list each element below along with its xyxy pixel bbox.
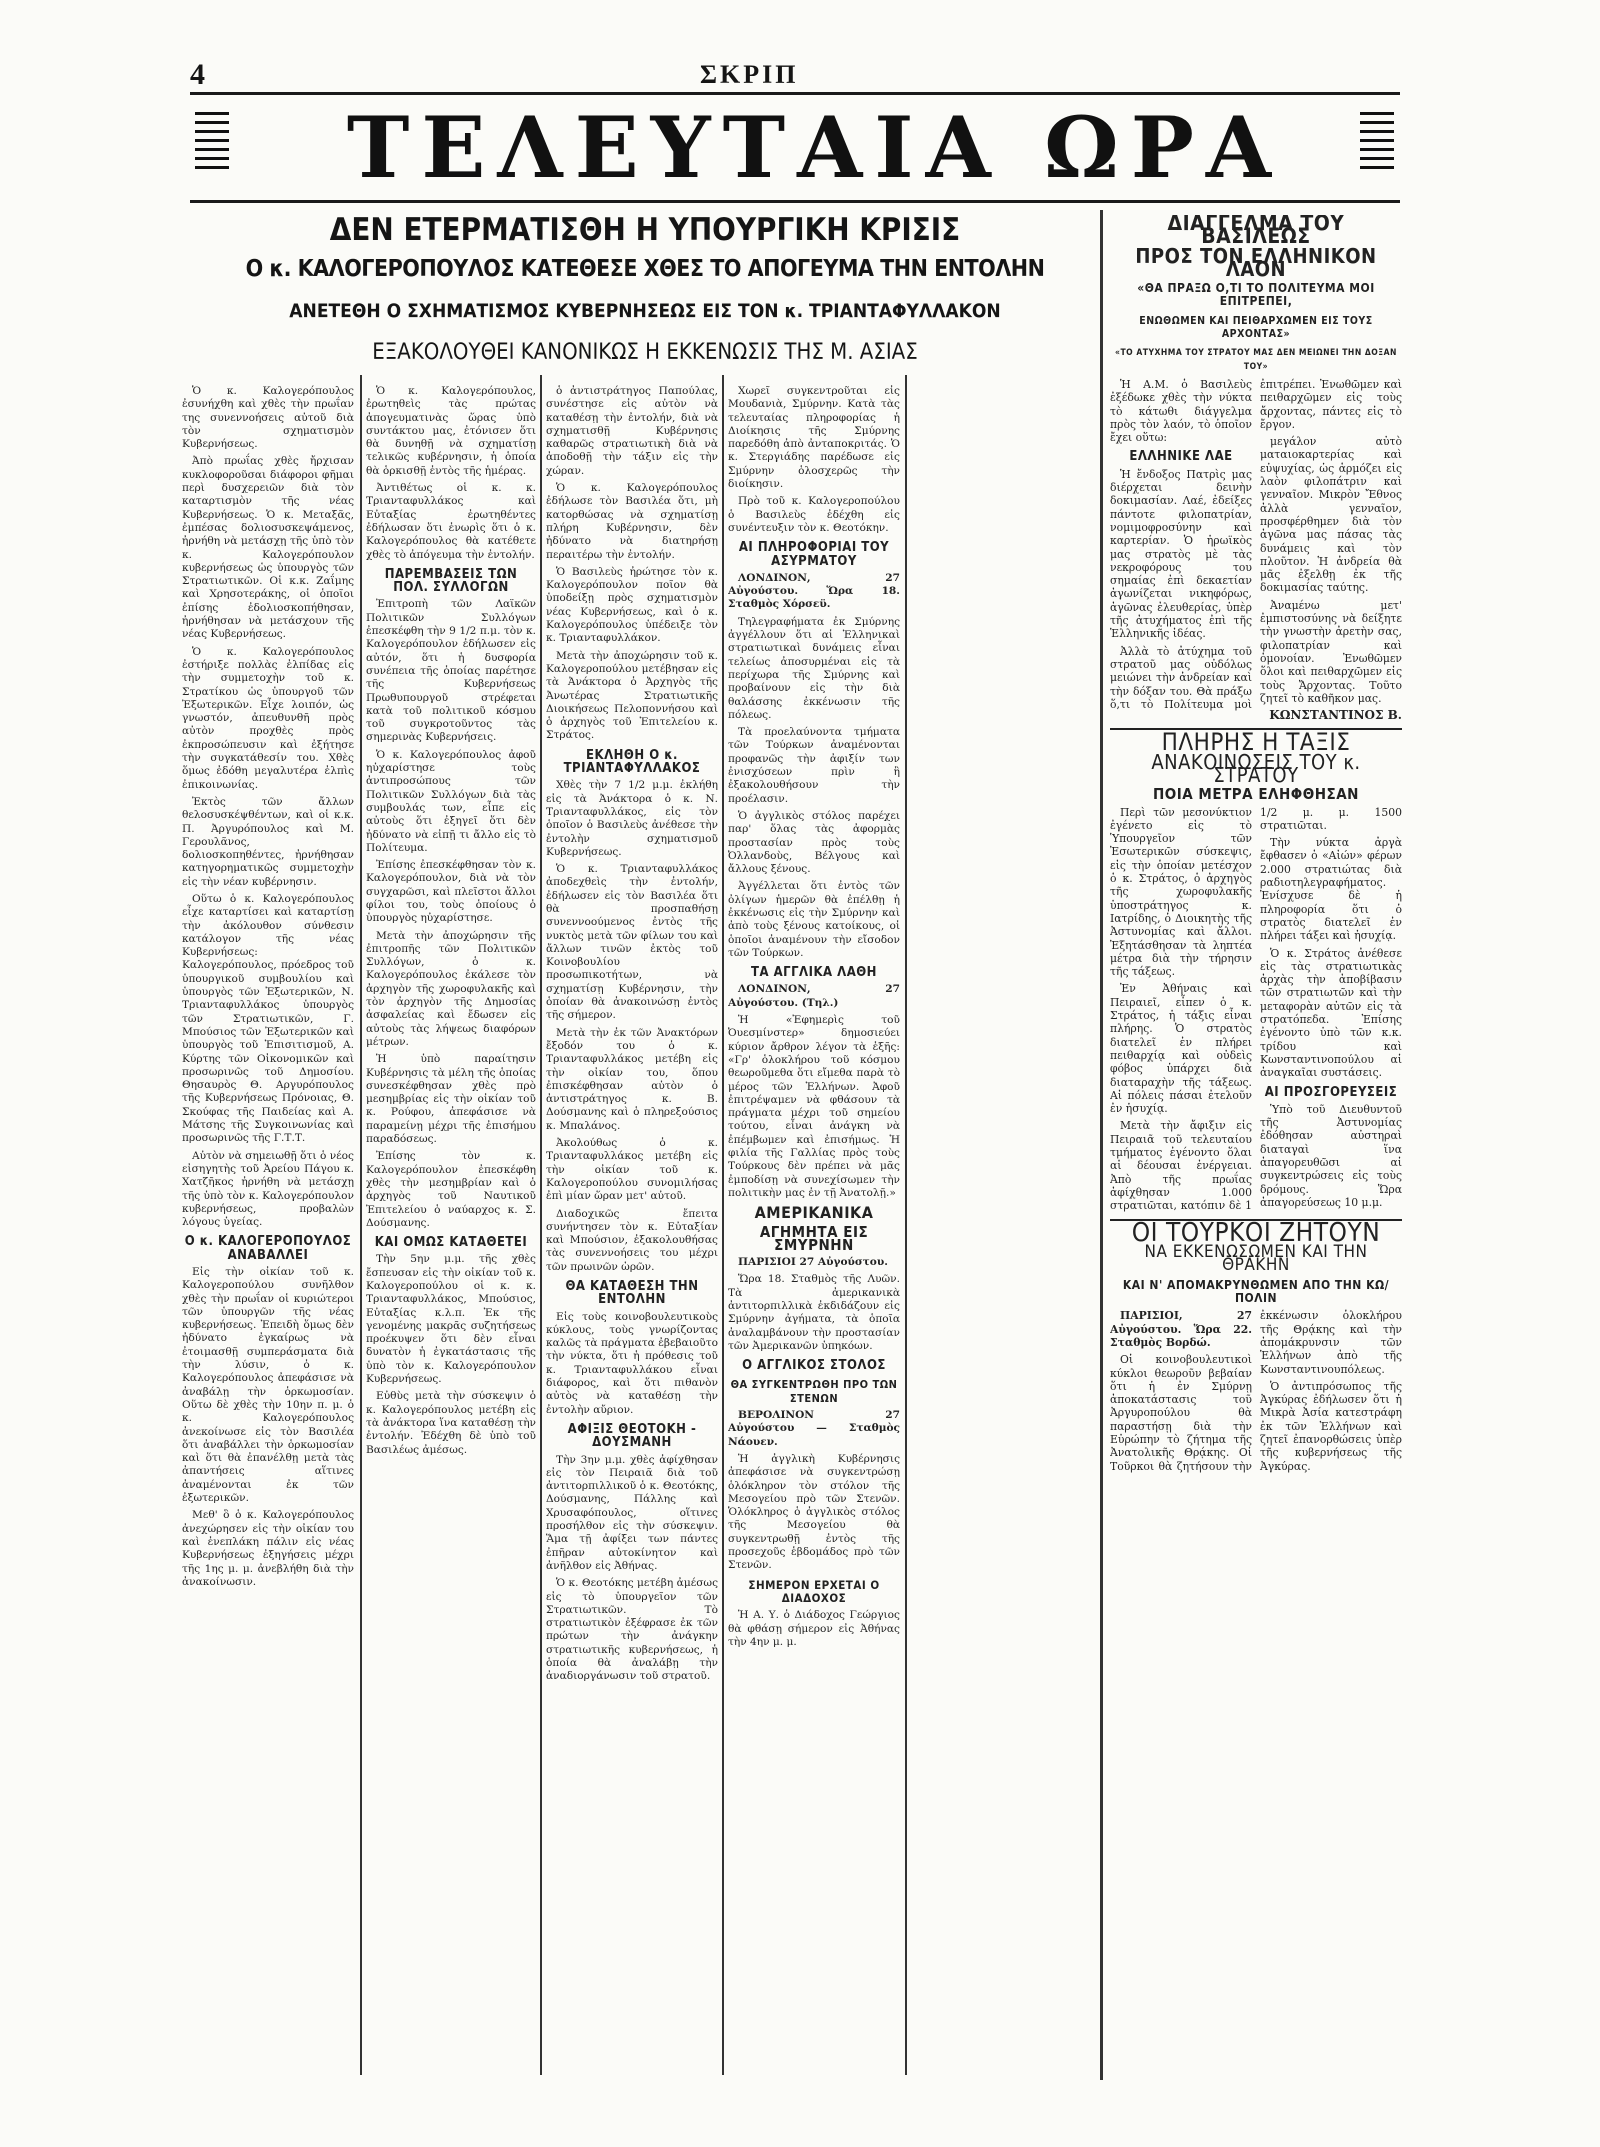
section-subhead: ΑΙ ΠΡΟΣΓΟΡΕΥΣΕΙΣ [1264,1084,1398,1100]
masthead-bottom-rule [190,200,1400,203]
section-subhead: ΠΑΡΕΜΒΑΣΕΙΣ ΤΩΝ ΠΟΛ. ΣΥΛΛΟΓΩΝ [384,566,518,596]
column-rule [360,375,362,2075]
section-subhead: ΑΜΕΡΙΚΑΝΙΚΑ [754,1203,874,1223]
dateline: ΛΟΝΔΙΝΟΝ, 27 Αὐγούστου. (Τηλ.) [728,983,900,1009]
section-subhead: «ΤΟ ΑΤΥΧΗΜΑ ΤΟΥ ΣΤΡΑΤΟΥ ΜΑΣ ΔΕΝ ΜΕΙΩΝΕΙ ΤΗΝ ΔΟΞΑΝ ΤΟΥ» [1115,348,1397,372]
section-subhead: ΕΚΛΗΘΗ Ο κ. ΤΡΙΑΝΤΑΦΥΛΛΑΚΟΣ [563,747,701,777]
article-paragraph: Ἐν Ἀθήναις καὶ Πειραιεῖ, εἶπεν ὁ κ. Στράτος, ἡ τάξις εἶναι πλήρης. Ὁ στρατὸς διατελεῖ ἐν πλήρει πειθαρχίᾳ καὶ οὐδεὶς φόβος ὑπάρχει διὰ διαταραχὴν τῆς τάξεως. Αἱ πόλεις πάσαι ἐτελοῦν ἐν ἡσυχίᾳ. [1110,982,1252,1116]
article-paragraph: Εἰς τὴν οἰκίαν τοῦ κ. Καλογεροπούλου συνῆλθον χθὲς τὴν πρωΐαν οἱ κυριώτεροι τῶν ὑπουργῶν τῆς νέας κυβερνήσεως. Ἐπειδὴ ὅμως δὲν ἠδύνατο ἐγκαίρως νὰ ἐτοιμασθῇ συμπεράσματα διὰ τὴν λύσιν, ὁ κ. Καλογερόπουλος ἀπεφάσισε νὰ ἀναβάλῃ τὴν ὁρκωμοσίαν. Οὕτω δὲ χθὲς τὴν 10ην π. μ. ὁ κ. Καλογερόπουλος ἀνεκοίνωσε εἰς τὸν Βασιλέα ὅτι ἀναβάλλει τὴν ὁρκωμοσίαν καὶ ὅτι θὰ ἐπανέλθῃ μετὰ τὰς ἀπαντήσεις αἵτινες ἀναμένονται ἐκ τῶν ἐξωτερικῶν. [182,1266,354,1505]
column-rule [1100,210,1103,2080]
section-subhead: Ο ΑΓΓΛΙΚΟΣ ΣΤΟΛΟΣ [742,1358,886,1374]
article-paragraph: Ἐπίσης ἐπεσκέφθησαν τὸν κ. Καλογερόπουλον, διὰ νὰ τὸν συγχαρῶσι, καὶ πλεῖστοι ἄλλοι φίλοι του, τοὺς ὁποίους ὁ ὑπουργὸς ηὐχαρίστησε. [366,859,536,925]
article-paragraph: Τὴν 5ην μ.μ. τῆς χθὲς ἔσπευσαν εἰς τὴν οἰκίαν τοῦ κ. Καλογεροπούλου οἱ κ. κ. Τριανταφυλλάκος, Μπούσιος, Εὐταξίας κ.λ.π. Ἐκ τῆς γενομένης μακρᾶς συζητήσεως προέκυψεν ὅτι δὲν εἶναι δυνατὸν ἡ ἐγκατάστασις τῆς ὑπὸ τὸν κ. Καλογερόπουλον Κυβερνήσεως. [366,1253,536,1386]
article-paragraph: Ἡ «Ἐφημερὶς τοῦ Ὀυεσμίνστερ» δημοσιεύει κύριον ἄρθρον λέγον τὰ ἑξῆς: «Γρ' ὁλοκλήρου τοῦ κόσμου θεωροῦμεθα ὅτι εἴμεθα παρὰ τὸ μέρος τῶν Ἑλλήνων. Ἀφοῦ ἐπιτρέψαμεν νὰ φθάσουν τὰ πράγματα μέχρι τοῦ σημείου τούτου, εἶναι ἀνάγκη νὰ ἐπέμβωμεν καὶ ἐπισήμως. Ἡ φιλία τῆς Γαλλίας πρὸς τοὺς Τούρκους δὲν πρέπει νὰ μᾶς ἐμποδίσῃ νὰ συνεχίσωμεν τὴν πολιτικὴν μας ἐν τῇ Ἀνατολῇ.» [728,1014,900,1199]
article-paragraph: Χωρεῖ συγκεντροῦται εἰς Μουδανιὰ, Σμύρνην. Κατὰ τὰς τελευταίας πληροφορίας ἡ Διοίκησις τῆς Σμύρνης παρεδόθη ἀπὸ ἀνταποκριτάς. Ὁ κ. Στεργιάδης παρέδωσε εἰς Σμύρνην ὁλοσχερῶς τὴν διοίκησιν. [728,385,900,491]
article-paragraph: Ὁ ἀντιπρόσωπος τῆς Ἀγκύρας ἐδήλωσεν ὅτι ἡ Μικρὰ Ἀσία κατεστράφη ἐκ τῶν Ἑλλήνων καὶ ζητεῖ ἐπανορθώσεις ὑπὲρ τῆς κυβερνήσεως τῆς Ἀγκύρας. [1260,1379,1402,1473]
article-paragraph: Ὁ ἀγγλικὸς στόλος παρέχει παρ' ὅλας τὰς ἀφορμὰς προστασίαν πρὸς τοὺς Ὀλλανδοὺς, Βέλγους καὶ ἄλλους ξένους. [728,809,900,876]
article-paragraph: Ἀντιθέτως οἱ κ. κ. Τριανταφυλλάκος καὶ Εὐταξίας ἐρωτηθέντες ἐδήλωσαν ὅτι ἐνωρὶς ὅτι ὁ κ. Καλογερόπουλος θὰ κατέθετε χθὲς τὸ ἀπόγευμα τὴν ἐντολήν. [366,482,536,561]
section-subhead: ΤΑ ΑΓΓΛΙΚΑ ΛΑΘΗ [751,965,877,981]
article-paragraph: Αὐτὸν νὰ σημειωθῇ ὅτι ὁ νέος εἰσηγητὴς τοῦ Ἀρείου Πάγου κ. Χατζῆκος ἠρνήθη νὰ μετάσχῃ τῆς ὑπὸ τὸν κ. Καλογερόπουλον κυβερνήσεως, προβαλὼν λόγους ὑγείας. [182,1149,354,1229]
section-subhead: ΘΑ ΣΥΓΚΕΝΤΡΩΘΗ ΠΡΟ ΤΩΝ ΣΤΕΝΩΝ [730,1378,898,1405]
article-paragraph: Ὁ κ. Καλογερόπουλος, ἐρωτηθεὶς τὰς πρώτας ἀπογευματινὰς ὥρας ὑπὸ συντάκτου μας, ἐτόνισεν ὅτι θὰ δυνηθῇ νὰ σχηματίσῃ τελικῶς κυβέρνησιν, ἡ ὁποία θὰ ὁρκισθῇ ἐντὸς τῆς ἡμέρας. [366,385,536,477]
article-paragraph: Μετὰ τὴν ἐκ τῶν Ἀνακτόρων ἔξοδόν του ὁ κ. Τριανταφυλλάκος μετέβη εἰς τὴν οἰκίαν του, ὅπου ἐπισκέφθησαν αὐτὸν ὁ ἀντιστράτηγος κ. Β. Δούσμανης καὶ ὁ πληρεξούσιος κ. Μπαλάνος. [546,1026,718,1132]
article-paragraph: Ὁ κ. Καλογερόπουλος ἐστήριξε πολλὰς ἐλπίδας εἰς τὴν συμμετοχὴν τοῦ κ. Στρατίκου ὡς ὑπουργοῦ τῶν Ἐξωτερικῶν. Εἶχε λοιπόν, ὡς γνωστόν, ἀπευθυνθῆ πρὸς αὐτὸν προχθὲς πρὸς ἐκπροσώπευσιν καὶ ἐξήτησε τὴν συγκατάθεσίν του. Χθὲς ὅμως ἐδόθη μεγαλυτέρα ἐλπὶς ἐπικοινωνίας. [182,645,354,791]
order-report-body [1110,806,1402,1213]
article-paragraph: Μεθ' ὃ ὁ κ. Καλογερόπουλος ἀνεχώρησεν εἰς τὴν οἰκίαν του καὶ ἐνεπλάκη πάλιν εἰς νέας Κυβερνήσεως ἐξηγήσεις μέχρι τῆς 1ης μ. μ. ἀνεβλήθη διὰ τὴν ἀνακοίνωσιν. [182,1509,354,1588]
headline-1: ΔΕΝ ΕΤΕΡΜΑΤΙΣΘΗ Η ΥΠΟΥΡΓΙΚΗ ΚΡΙΣΙΣ [329,212,961,248]
masthead [0,0,1600,215]
section-subhead: ΚΑΙ ΟΜΩΣ ΚΑΤΑΘΕΤΕΙ [374,1235,528,1251]
article-paragraph: Ἐπίσης τὸν κ. Καλογερόπουλον ἐπεσκέφθη χθὲς τὴν μεσημβρίαν καὶ ὁ ἀρχηγὸς τοῦ Ναυτικοῦ Ἐπιτελείου ὁ ναύαρχος κ. Σ. Δούσμανης. [366,1150,536,1229]
column-4 [728,385,900,2075]
section-subhead: ΘΑ ΚΑΤΑΘΕΣΗ ΤΗΝ ΕΝΤΟΛΗΝ [565,1279,699,1308]
article-paragraph: Ἡ Α. Υ. ὁ Διάδοχος Γεώργιος θὰ φθάσῃ σήμερον εἰς Ἀθήνας τὴν 4ην μ. μ. [728,1609,900,1648]
article-paragraph: μεγάλον αὐτὸ ματαιοκαρτερίας καὶ εὐψυχίας, ὡς ἁρμόζει εἰς λαὸν φιλοπάτριν καὶ γενναῖον. Μικρὸν Ἔθνος ἀλλὰ γενναῖον, προσφέρθημεν διὰ τὸν ἀγῶνα μας πάσας τὰς δυνάμεις καὶ τὸν πλοῦτον. Ἡ ἀνδρεία θὰ μᾶς ἐξελθῃ ἐκ τῆς δοκιμασίας ταύτης. [1260,435,1402,595]
article-paragraph: Ὁ κ. Στράτος ἀνέθεσε εἰς τὰς στρατιωτικὰς ἀρχὰς τὴν ἀποβίβασιν τῶν στρατιωτῶν καὶ τὴν μεταφορὰν αὐτῶν εἰς τὰ στρατόπεδα. Ἐπίσης ἐγένοντο ὑπὸ τῶν κ.κ. τρίδου καὶ Κωνσταντινοπούλου αἱ ἀναγκαῖαι συστάσεις. [1260,946,1402,1080]
article-paragraph: Ὥρα 18. Σταθμὸς τῆς Λυῶν. Τὰ ἀμερικανικὰ ἀντιτορπιλλικὰ ἐκδιδάζουν εἰς Σμύρνην ἀγήματα, τὰ ὁποῖα ἀναλαμβάνουν τὴν προστασίαν τῶν Ἀμερικανῶν ὑπηκόων. [728,1273,900,1352]
section-subhead: Ο κ. ΚΑΛΟΓΕΡΟΠΟΥΛΟΣ ΑΝΑΒΑΛΛΕΙ [184,1234,352,1263]
royal-proclamation-title: ΔΙΑΓΓΕΛΜΑ ΤΟΥ ΒΑΣΙΛΕΩΣ [1167,215,1345,249]
page-number: 4 [190,58,205,91]
article-paragraph: Μετὰ τὴν ἀποχώρησιν τοῦ κ. Καλογεροπούλου μετέβησαν εἰς τὰ Ἀνάκτορα ὁ Ἀρχηγὸς τῆς Ἀνωτέρας Στρατιωτικῆς Διοικήσεως Πελοποννήσου καὶ ὁ ἀρχηγὸς τοῦ Ἐπιτελείου κ. Στράτος. [546,649,718,742]
article-paragraph: Ὁ κ. Καλογερόπουλος ἐδήλωσε τὸν Βασιλέα ὅτι, μὴ κατορθώσας νὰ σχηματίσῃ πλήρη Κυβέρνησιν, δὲν ἠδύνατο νὰ διατηρήσῃ περαιτέρω τὴν ἐντολήν. [546,482,718,561]
column-rule [905,375,907,2075]
section-subhead: ΑΓΗΜΗΤΑ ΕΙΣ ΣΜΥΡΝΗΝ [759,1222,869,1254]
column-5 [1110,215,1402,2075]
article-paragraph: Εὐθὺς μετὰ τὴν σύσκεψιν ὁ κ. Καλογερόπουλος μετέβη εἰς τὰ ἀνάκτορα ἵνα καταθέσῃ τὴν ἐντολήν. Ἐδέχθη δὲ ὑπὸ τοῦ Βασιλέως ἀμέσως. [366,1390,536,1456]
article-paragraph: Ἀγγέλλεται ὅτι ἐντὸς τῶν ὀλίγων ἡμερῶν θὰ ἐπέλθῃ ἡ ἐκκένωσις εἰς τὴν Σμύρνην καὶ ἀπὸ τοὺς ξένους κατοίκους, οἱ ὁποῖοι ἀναμένουν τὴν εἴσοδον τῶν Τούρκων. [728,880,900,959]
section-title: ΑΝΑΚΟΙΝΩΣΕΙΣ ΤΟΥ κ. ΣΤΡΑΤΟΥ [1151,749,1361,787]
column-rule [722,375,724,2075]
article-paragraph: Ἀναμένω μετ' ἐμπιστοσύνης νὰ δείξητε τὴν γνωστὴν ἀρετὴν σας, φιλοπατρίαν καὶ ὁμονοίαν. Ἐνωθῶμεν ὅλοι καὶ πειθαρχῶμεν εἰς τοὺς Ἄρχοντας. Τοῦτο ζητεῖ τὸ καθῆκον μας. [1260,598,1402,705]
headline-2: Ο κ. ΚΑΛΟΓΕΡΟΠΟΥΛΟΣ ΚΑΤΕΘΕΣΕ ΧΘΕΣ ΤΟ ΑΠΟΓΕΥΜΑ ΤΗΝ ΕΝΤΟΛΗΝ [245,256,1045,282]
column-2 [366,385,536,2075]
article-paragraph: Τὰ προελαύνοντα τμήματα τῶν Τούρκων ἀναμένονται προφανῶς τὴν ἀφιξίν των ἐνισχύσεων πρὶν ἢ ἐξακολουθήσουν τὴν προέλασιν. [728,726,900,805]
signature: ΚΩΝΣΤΑΝΤΙΝΟΣ Β. [1269,708,1402,723]
headline-3: ΑΝΕΤΕΘΗ Ο ΣΧΗΜΑΤΙΣΜΟΣ ΚΥΒΕΡΝΗΣΕΩΣ ΕΙΣ ΤΟΝ κ. ΤΡΙΑΝΤΑΦΥΛΛΑΚΟΝ [289,300,1001,322]
article-paragraph: Πρὸ τοῦ κ. Καλογεροπούλου ὁ Βασιλεὺς ἐδέχθη εἰς συνέντευξιν τὸν κ. Θεοτόκην. [728,495,900,534]
article-paragraph: Τὴν νύκτα ἀργὰ ἔφθασεν ὁ «Αἰών» φέρων 2.000 στρατιώτας διὰ ραδιοτηλεγραφήματος. Ἐνίσχυσε δὲ ἡ πληροφορία ὅτι ὁ στρατὸς διατελεῖ ἐν πλήρει τάξει καὶ ἡσυχίᾳ. [1260,836,1402,943]
article-paragraph: Ὁ κ. Τριανταφυλλάκος ἀποδεχθεὶς τὴν ἐντολήν, ἐδήλωσεν εἰς τὸν Βασιλέα ὅτι θὰ προσπαθήσῃ συνεννοούμενος ἐντὸς τῆς νυκτὸς μετὰ τῶν φίλων του καὶ ἄλλων τινῶν ἐκτὸς τοῦ Κοινοβουλίου προσωπικοτήτων, νὰ σχηματίσῃ Κυβέρνησιν, τὴν ὁποίαν θὰ ἀνακοινώσῃ ἐντὸς τῆς σήμερον. [546,863,718,1022]
left-ornament [195,112,229,186]
article-paragraph: Μετὰ τὴν ἀποχώρησιν τῆς ἐπιτροπῆς τῶν Πολιτικῶν Συλλόγων, ὁ κ. Καλογερόπουλος ἐκάλεσε τὸν ἀρχηγὸν τῆς χωροφυλακῆς καὶ τὸν ἀρχηγὸν τῆς Δημοσίας ἀσφαλείας καὶ ἔδωσεν εἰς αὐτοὺς τὰς λήψεως διαφόρων μέτρων. [366,929,536,1048]
article-paragraph: Ἀπὸ πρωΐας χθὲς ἤρχισαν κυκλοφοροῦσαι διάφοροι φῆμαι περὶ δυσχερειῶν διὰ τὸν καταρτισμὸν τῆς νέας Κυβερνήσεως. Ὁ κ. Μεταξᾶς, ἐμπέσας δολιοσυσκεψάμενος, ἠρνήθη νὰ μετάσχῃ τῆς ὑπὸ τὸν κ. Καλογερόπουλον κυβερνήσεως ὡς ὑπουργὸς τῶν Στρατιωτικῶν. Οἱ κ.κ. Ζαΐμης καὶ Χρησοτεράκης, οἱ ὁποῖοι ἐπίσης ἐδολιοσκοπήθησαν, ἠρνήθησαν νὰ μετάσχουν τῆς νέας Κυβερνήσεως. [182,455,354,641]
article-paragraph: Ὁ κ. Θεοτόκης μετέβη ἀμέσως εἰς τὸ ὑπουργεῖον τῶν Στρατιωτικῶν. Τὸ στρατιωτικὸν ἐξέφρασε ἐκ τῶν πρώτων τὴν ἀνάγκην στρατιωτικῆς κυβερνήσεως, ἡ ὁποία θὰ ἀναλάβῃ τὴν ἀναδιοργάνωσιν τοῦ στρατοῦ. [546,1577,718,1683]
article-paragraph: Ἐπιτροπὴ τῶν Λαϊκῶν Πολιτικῶν Συλλόγων ἐπεσκέφθη τὴν 9 1/2 π.μ. τὸν κ. Καλογερόπουλον ἐδήλωσεν εἰς αὐτόν, ὅτι ἡ δυσφορία συνέπεια τῆς ὁποίας παρέτησε τῆς Κυβερνήσεως Πρωθυπουργοῦ στρέφεται κατὰ τοῦ πολιτικοῦ κόσμου τοῦ συγκροτοῦντος τὰς σημερινὰς Κυβερνήσεις. [366,598,536,744]
article-paragraph: Ἡ ἀγγλικὴ Κυβέρνησις ἀπεφάσισε νὰ συγκεντρώσῃ ὁλόκληρον τὸν στόλον τῆς Μεσογείου πρὸ τῶν Στενῶν. Ὁλόκληρος ὁ ἀγγλικὸς στόλος τῆς Μεσογείου θὰ συγκεντρωθῇ ἐντὸς τῆς προσεχοῦς ἑβδομάδος πρὸ τῶν Στενῶν. [728,1452,900,1572]
royal-proclamation-subtitle: ΠΡΟΣ ΤΟΝ ΕΛΛΗΝΙΚΟΝ ΛΑΟΝ [1135,243,1377,281]
article-paragraph: Διαδοχικῶς ἔπειτα συνήντησεν τὸν κ. Εὐταξίαν καὶ Μπούσιον, ἐξακολουθήσας τὰς συνεννοήσεις του μέχρι τῶν πρωινῶν ὡρῶν. [546,1207,718,1273]
section-subhead: ΑΙ ΠΛΗΡΟΦΟΡΙΑΙ ΤΟΥ ΑΣΥΡΜΑΤΟΥ [738,540,890,569]
section-subhead: ΠΟΙΑ ΜΕΤΡΑ ΕΛΗΦΘΗΣΑΝ [1153,785,1359,804]
turkish-demands-body [1110,1309,1402,1475]
article-paragraph: Τὴν 3ην μ.μ. χθὲς ἀφίχθησαν εἰς τὸν Πειραιᾶ διὰ τοῦ ἀντιτορπιλλικοῦ ὁ κ. Θεοτόκης, Δούσμανης, Πάλλης καὶ Χρυσαφόπουλος, οἵτινες προσήλθον εἰς τὴν σύσκεψιν. Ἅμα τῇ ἀφίξει των πάντες ἐπῆραν αὐτοκίνητον καὶ ἀνῆλθον εἰς Ἀθήνας. [546,1453,718,1572]
dateline: ΠΑΡΙΣΙΟΙ, 27 Αὐγούστου. Ὥρα 22. Σταθμὸς Βορδώ. [1110,1309,1252,1349]
article-paragraph: Εἰς τοὺς κοινοβουλευτικοὺς κύκλους, τοὺς γνωρίζοντας καλῶς τὰ πράγματα ἐβεβαιοῦτο τὴν νύκτα, ὅτι ἡ πρόθεσις τοῦ κ. Τριανταφυλλάκου εἶναι διάφορος, καὶ ὅτι πιθανὸν αὐτὸς νὰ καταθέσῃ τὴν ἐντολὴν αὔριον. [546,1310,718,1416]
dateline: ΛΟΝΔΙΝΟΝ, 27 Αὐγούστου. Ὥρα 18. Σταθμὸς Χόρσεϋ. [728,571,900,611]
dateline: ΠΑΡΙΣΙΟΙ 27 Αὐγούστου. [738,1256,888,1269]
section-subhead: ΑΦΙΞΙΣ ΘΕΟΤΟΚΗ - ΔΟΥΣΜΑΝΗ [567,1421,697,1451]
column-3 [546,385,718,2075]
article-paragraph: Ὁ κ. Καλογερόπουλος ἐσυνήχθη καὶ χθὲς τὴν πρωΐαν της συνεννοήσεις αὐτοῦ διὰ τὸν σχηματισμὸν Κυβερνήσεως. [182,385,354,451]
article-paragraph: Μετὰ τὴν ἄφιξιν εἰς Πειραιᾶ τοῦ τελευταίου τμήματος ἐγένοντο ὅλαι αἱ δέουσαι ἐνέργειαι. Ἀπὸ τῆς πρωΐας ἀφίχθησαν 1.000 στρατιῶται, κατόπιν δὲ 1 1/2 μ. μ. 1500 στρατιῶται. [1110,805,1402,1213]
article-paragraph: Ἡ ἔνδοξος Πατρὶς μας διέρχεται δεινὴν δοκιμασίαν. Λαέ, ἐδείξες πάντοτε φιλοπατρίαν, νομιμοφροσύνην καὶ καρτερίαν. Ὁ ἡρωϊκὸς μας στρατὸς μὲ τὰς νεκροφόρους του σημαίας ἐπὶ δεκαετίαν ἀγωνίζεται νικηφόρως, ἀγῶνας ἐλευθερίας, ὑπὲρ τῆς ἀτυχήματος ἐπὶ τῆς Ἑλληνικῆς ἰδέας. [1110,467,1252,641]
dateline: ΒΕΡΟΛΙΝΟΝ 27 Αὐγούστου — Σταθμὸς Νάουεν. [728,1409,900,1448]
article-paragraph: Περὶ τῶν μεσονύκτιον ἐγένετο εἰς τὸ Ὑπουργεῖον τῶν Ἐσωτερικῶν σύσκεψις, εἰς τὴν ὁποίαν μετέσχον ὁ κ. Στράτος, ὁ ἀρχηγὸς τῆς χωροφυλακῆς ὑποστράτηγος κ. Ιατρίδης, ὁ Διοικητὴς τῆς Ἀστυνομίας καὶ ἄλλοι. Ἐξητάσθησαν τὰ ληπτέα μέτρα διὰ τὴν τήρησιν τῆς τάξεως. [1110,805,1252,979]
article-paragraph: ὁ ἀντιστράτηγος Παπούλας, συνέστησε εἰς αὐτὸν νὰ καταθέσῃ τὴν ἐντολήν, διὰ νὰ σχηματισθῇ Κυβέρνησις καθαρῶς στρατιωτικὴ διὰ νὰ ἀποδοθῇ τὴν τάξιν εἰς τὴν χώραν. [546,385,718,477]
article-paragraph: Οἱ κοινοβουλευτικοὶ κύκλοι θεωροῦν βεβαίαν ὅτι ἡ ἐν Σμύρνῃ ἀποκατάστασις τοῦ Ἀργυροπούλου θὰ παραστήσῃ διὰ τὴν Εὐρώπην τὸ ζήτημα τῆς Ἀνατολικῆς Θρᾴκης. Οἱ Τοῦρκοι θὰ ζητήσουν τὴν ἐκκένωσιν ὁλοκλήρου τῆς Θρᾴκης καὶ τὴν ἀπομάκρυνσιν τῶν Ἑλλήνων ἀπὸ τῆς Κωνσταντινουπόλεως. [1110,1309,1402,1473]
article-paragraph: Ὁ κ. Καλογερόπουλος ἀφοῦ ηὐχαρίστησε τοὺς ἀντιπροσώπους τῶν Πολιτικῶν Συλλόγων διὰ τὰς συμβουλάς των, εἶπε εἰς αὐτοὺς ὅτι ἐξηγεῖ ὅτι δὲν ἠδύνατο νὰ εἰπῇ τι ἄλλο εἰς τὸ Πολίτευμα. [366,748,536,854]
masthead-top-rule [190,92,1400,95]
section-subhead: ΕΝΩΘΩΜΕΝ ΚΑΙ ΠΕΙΘΑΡΧΩΜΕΝ ΕΙΣ ΤΟΥΣ ΑΡΧΟΝΤΑΣ» [1139,314,1373,341]
column-1 [182,385,354,2075]
section-subhead: ΣΗΜΕΡΟΝ ΕΡΧΕΤΑΙ Ο ΔΙΑΔΟΧΟΣ [748,1577,880,1605]
article-paragraph: Χθὲς τὴν 7 1/2 μ.μ. ἐκλήθη εἰς τὰ Ἀνάκτορα ὁ κ. Ν. Τριανταφυλλάκος, εἰς τὸν ὁποῖον ὁ Βασιλεὺς ἀνέθεσε τὴν ἐντολὴν σχηματισμοῦ Κυβερνήσεως. [546,779,718,858]
article-paragraph: Ὑπὸ τοῦ Διευθυντοῦ τῆς Ἀστυνομίας ἐδόθησαν αὐστηραὶ διαταγαὶ ἵνα ἀπαγορευθῶσι αἱ συγκεντρώσεις εἰς τοὺς δρόμους. Ὥρα ἀπαγορεύσεως 10 μ.μ. [1260,1102,1402,1209]
paper-name: ΣΚΡΙΠ [700,60,799,89]
article-paragraph: Ὁ Βασιλεὺς ἠρώτησε τὸν κ. Καλογερόπουλον ποῖον θὰ ὑποδείξῃ πρὸς σχηματισμὸν νέας Κυβερνήσεως, καὶ ὁ κ. Καλογερόπουλος ὑπέδειξε τὸν κ. Τριανταφυλλάκον. [546,565,718,645]
section-title: ΝΑ ΕΚΚΕΝΩΣΩΜΕΝ ΚΑΙ ΤΗΝ ΘΡΑΚΗΝ [1144,1242,1368,1276]
article-paragraph: Ἡ Α.Μ. ὁ Βασιλεὺς ἐξέδωκε χθὲς τὴν νύκτα τὸ κάτωθι διάγγελμα πρὸς τὸν λαόν, τὸ ὁποῖον ἔχει οὕτω: [1110,377,1252,445]
article-paragraph: Ἡ ὑπὸ παραίτησιν Κυβέρνησις τὰ μέλη τῆς ὁποίας συνεσκέφθησαν χθὲς πρὸ μεσημβρίας εἰς τὴν οἰκίαν τοῦ κ. Ρούφου, ἀπεφάσισε νὰ παραμείνῃ μέχρι τῆς ἐπισήμου παραδόσεως. [366,1053,536,1146]
section-title: ΠΛΗΡΗΣ Η ΤΑΞΙΣ [1161,728,1351,757]
section-subhead: ΚΑΙ Ν' ΑΠΟΜΑΚΡΥΝΘΩΜΕΝ ΑΠΟ ΤΗΝ ΚΩ/ΠΟΛΙΝ [1122,1277,1390,1306]
banner-title: ΤΕΛΕΥΤΑΙΑ ΩΡΑ [346,98,1284,197]
article-paragraph: Ἐκτὸς τῶν ἄλλων θελοσυσκέψθέντων, καὶ οἱ κ.κ. Π. Ἀργυρόπουλος καὶ Μ. Γερουλᾶνος, δολιοσκοπηθέντες, ἠρνήθησαν κατηγορηματικῶς συμμετοχὴν εἰς τὴν νέαν κυβέρνησιν. [182,795,354,888]
article-paragraph: Ἀλλὰ τὸ ἀτύχημα τοῦ στρατοῦ μας οὐδόλως μειώνει τὴν ἀνδρείαν καὶ τὴν δόξαν του. Θὰ πράξω ὅ,τι τὸ Πολίτευμα μοὶ ἐπιτρέπει. Ἐνωθῶμεν καὶ πειθαρχῶμεν εἰς τοὺς ἄρχοντας, πάντες εἰς τὸ ἔργον. [1110,377,1402,711]
article-paragraph: Ἀκολούθως ὁ κ. Τριανταφυλλάκος μετέβη εἰς τὴν οἰκίαν τοῦ κ. Καλογεροπούλου συνομιλήσας ἐπὶ μίαν ὥραν μετ' αὐτοῦ. [546,1137,718,1203]
section-title: ΟΙ ΤΟΥΡΚΟΙ ΖΗΤΟΥΝ [1131,1217,1381,1248]
article-paragraph: Τηλεγραφήματα ἐκ Σμύρνης ἀγγέλλουν ὅτι αἱ Ἑλληνικαὶ στρατιωτικαὶ δυνάμεις εἶναι τελείως ἀποσυρμέναι εἰς τὰ περίχωρα τῆς Σμύρνης καὶ προβαίνουν εἰς τὴν διὰ θαλάσσης ἐκκένωσιν τῆς πόλεως. [728,615,900,721]
headline-4: ΕΞΑΚΟΛΟΥΘΕΙ ΚΑΝΟΝΙΚΩΣ Η ΕΚΚΕΝΩΣΙΣ ΤΗΣ Μ. ΑΣΙΑΣ [372,340,918,365]
column-rule [540,375,542,2075]
section-subhead: «ΘΑ ΠΡΑΞΩ Ο,ΤΙ ΤΟ ΠΟΛΙΤΕΥΜΑ ΜΟΙ ΕΠΙΤΡΕΠΕΙ, [1137,281,1375,309]
article-paragraph: Οὕτω ὁ κ. Καλογερόπουλος εἶχε καταρτίσει καὶ καταρτίσῃ τὴν ἀκόλουθον σύνθεσιν κατάλογον τῆς νέας Κυβερνήσεως: Καλογερόπουλος, πρόεδρος τοῦ ὑπουργικοῦ συμβουλίου καὶ ὑπουργὸς τῶν Ἐξωτερικῶν, Ν. Τριανταφυλλάκος ὑπουργὸς τῶν Στρατιωτικῶν, Γ. Μπούσιος τῶν Ἐξωτερικῶν καὶ ὑπουργὸς τοῦ Ἐπισιτισμοῦ, Α. Κύρτης τῶν Οἰκονομικῶν καὶ προσωρινῶς τοῦ Δημοσίου. Θησαυρὸς Θ. Αργυρόπουλος τῆς Κυβερνήσεως Πρόνοιας, Θ. Σκούφας τῆς Παιδείας καὶ Α. Μάτσης τῆς Συγκοινωνίας καὶ προσωρινῶς τῆς Γ.Τ.Τ. [182,892,354,1145]
proclamation-body [1110,378,1402,722]
section-subhead: ΕΛΛΗΝΙΚΕ ΛΑΕ [1129,449,1233,465]
